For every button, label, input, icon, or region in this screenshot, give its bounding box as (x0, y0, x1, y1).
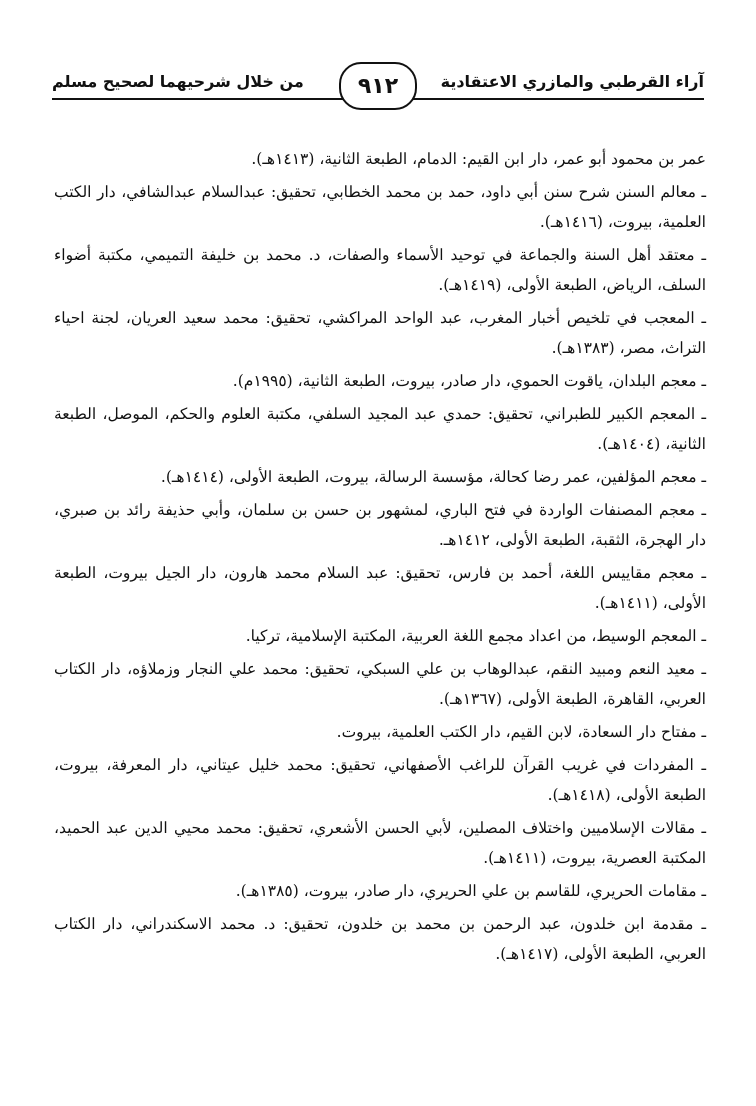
page-number-badge: ٩١٢ (339, 62, 417, 110)
bibliography-entry: ـ مقالات الإسلاميين واختلاف المصلين، لأبي الحسن الأشعري، تحقيق: محمد محيي الدين عبد الحميد، المكتبة العصرية، بيروت، (١٤١١هـ). (54, 819, 706, 867)
bibliography-entry: ـ معجم مقاييس اللغة، أحمد بن فارس، تحقيق: عبد السلام محمد هارون، دار الجيل بيروت، الطبعة الأولى، (١٤١١هـ). (54, 564, 706, 612)
bibliography-entry: عمر بن محمود أبو عمر، دار ابن القيم: الدمام، الطبعة الثانية، (١٤١٣هـ). (251, 150, 706, 168)
bibliography-entry: ـ معالم السنن شرح سنن أبي داود، حمد بن محمد الخطابي، تحقيق: عبدالسلام عبدالشافي، دار الكتب العلمية، بيروت، (١٤١٦هـ). (54, 183, 706, 231)
bibliography-entry: ـ المعجب في تلخيص أخبار المغرب، عبد الواحد المراكشي، تحقيق: محمد سعيد العريان، لجنة احياء التراث، مصر، (١٣٨٣هـ). (54, 309, 706, 357)
running-header (52, 64, 704, 104)
running-header-subtitle: من خلال شرحيهما لصحيح مسلم (52, 72, 304, 91)
bibliography-entry: ـ المفردات في غريب القرآن للراغب الأصفهاني، تحقيق: محمد خليل عيتاني، دار المعرفة، بيروت، الطبعة الأولى، (١٤١٨هـ). (54, 756, 706, 804)
bibliography-entry: ـ مقامات الحريري، للقاسم بن علي الحريري، دار صادر، بيروت، (١٣٨٥هـ). (235, 882, 706, 900)
bibliography-entry: ـ معتقد أهل السنة والجماعة في توحيد الأسماء والصفات، د. محمد بن خليفة التميمي، مكتبة أضواء السلف، الرياض، الطبعة الأولى، (١٤١٩هـ). (54, 246, 706, 294)
bibliography-entry: ـ مفتاح دار السعادة، لابن القيم، دار الكتب العلمية، بيروت. (336, 723, 706, 741)
bibliography-entry: ـ معجم المصنفات الواردة في فتح الباري، لمشهور بن حسن بن سلمان، وأبي حذيفة رائد بن صبري، دار الهجرة، الثقبة، الطبعة الأولى، ١٤١٢هـ. (54, 501, 706, 549)
bibliography-entry: ـ المعجم الكبير للطبراني، تحقيق: حمدي عبد المجيد السلفي، مكتبة العلوم والحكم، الموصل، الطبعة الثانية، (١٤٠٤هـ). (54, 405, 706, 453)
bibliography-entry: ـ المعجم الوسيط، من اعداد مجمع اللغة العربية، المكتبة الإسلامية، تركيا. (245, 627, 706, 645)
bibliography-list (54, 144, 706, 972)
bibliography-entry: ـ معجم المؤلفين، عمر رضا كحالة، مؤسسة الرسالة، بيروت، الطبعة الأولى، (١٤١٤هـ). (160, 468, 706, 486)
bibliography-entry: ـ معجم البلدان، ياقوت الحموي، دار صادر، بيروت، الطبعة الثانية، (١٩٩٥م). (232, 372, 706, 390)
running-header-title: آراء القرطبي والمازري الاعتقادية (440, 72, 704, 91)
bibliography-entry: ـ مقدمة ابن خلدون، عبد الرحمن بن محمد بن خلدون، تحقيق: د. محمد الاسكندراني، دار الكتاب العربي، الطبعة الأولى، (١٤١٧هـ). (54, 915, 706, 963)
bibliography-entry: ـ معيد النعم ومبيد النقم، عبدالوهاب بن علي السبكي، تحقيق: محمد علي النجار وزملاؤه، دار الكتاب العربي، القاهرة، الطبعة الأولى، (١٣٦٧هـ). (54, 660, 706, 708)
